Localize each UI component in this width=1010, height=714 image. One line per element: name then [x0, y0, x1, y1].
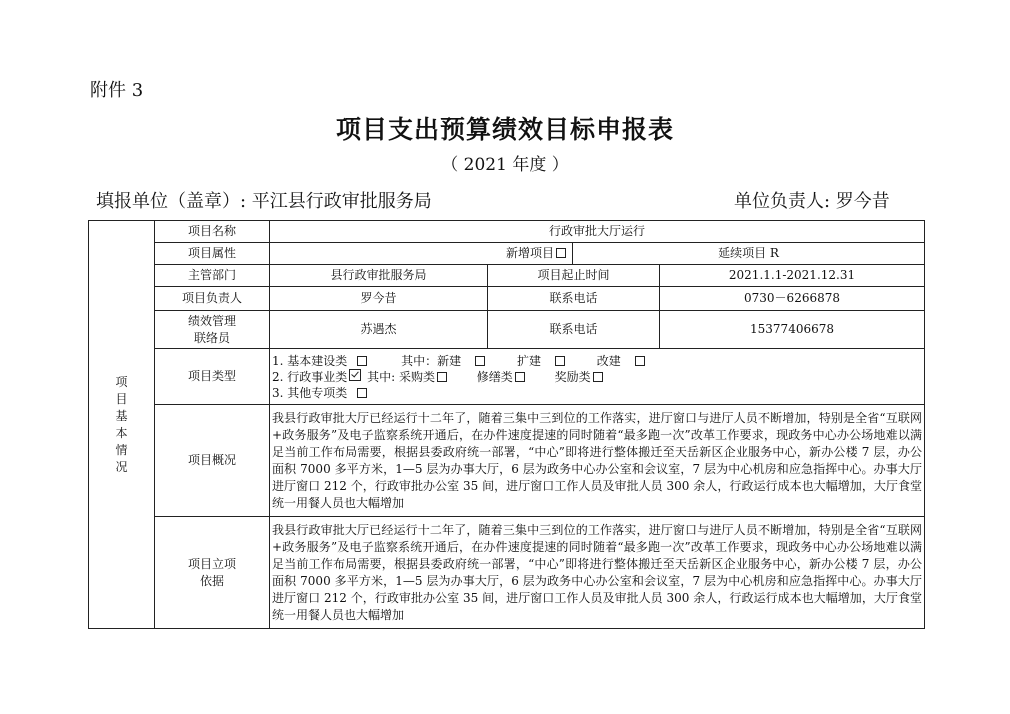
- budget-form-table: [88, 220, 925, 629]
- checkbox-icon[interactable]: [357, 356, 367, 366]
- label-contact-line2: 联络员: [193, 330, 230, 345]
- row-department: [89, 265, 925, 287]
- new-item-label: 新增项目: [505, 246, 554, 260]
- type-basic-construction: 1. 基本建设类: [272, 353, 348, 368]
- label-basis-line2: 依据: [199, 573, 224, 588]
- label-basis-line1: 项目立项: [187, 556, 236, 571]
- row-contact: [89, 311, 925, 349]
- label-contact-phone: 联系电话: [488, 311, 660, 349]
- type-option-rebuild: 改建: [596, 353, 621, 368]
- checkbox-icon[interactable]: [556, 248, 566, 258]
- value-manager: 罗今昔: [270, 287, 488, 311]
- value-contact: 苏遇杰: [270, 311, 488, 349]
- row-basis: [89, 517, 925, 629]
- value-period: 2021.1.1-2021.12.31: [660, 265, 925, 287]
- section-char: 目: [115, 391, 128, 406]
- row-project-name: [89, 221, 925, 243]
- checkbox-icon[interactable]: [437, 372, 447, 382]
- option-continue-item[interactable]: [573, 243, 925, 265]
- checkbox-icon[interactable]: [357, 388, 367, 398]
- label-manager-phone: 联系电话: [488, 287, 660, 311]
- checkbox-icon[interactable]: [555, 356, 565, 366]
- section-char: 基: [115, 408, 128, 423]
- label-project-attribute: 项目属性: [155, 243, 270, 265]
- type-administrative: 2. 行政事业类: [272, 369, 348, 384]
- label-contact-line1: 绩效管理: [187, 313, 236, 328]
- label-manager: 项目负责人: [155, 287, 270, 311]
- value-basis: 我县行政审批大厅已经运行十二年了，随着三集中三到位的工作落实，进厅窗口与进厅人员不断增加，特别是全省“互联网+政务服务”及电子监察系统开通后，在办件速度提速的同时随着“最多跑一次”改革工作要求，现政务中心办公场地难以满足当前工作布局需要，根据县委政府统一部署，“中心”即将进行整体搬迁至天岳新区企业服务中心，新办公楼 7 层，办公面积 7000 多平方米，1—5 层为办事大厅，6 层为政务中心办公室和会议室，7 层为中心机房和应急指挥中心。办事大厅进厅窗口 212 个，行政审批办公室 35 间，进厅窗口工作人员及审批人员 300 余人，行政运行成本也大幅增加，大厅食堂统一用餐人员也大幅增加: [270, 517, 925, 629]
- value-overview: 我县行政审批大厅已经运行十二年了，随着三集中三到位的工作落实，进厅窗口与进厅人员不断增加，特别是全省“互联网+政务服务”及电子监察系统开通后，在办件速度提速的同时随着“最多跑一次”改革工作要求，现政务中心办公场地难以满足当前工作布局需要，根据县委政府统一部署，“中心”即将进行整体搬迁至天岳新区企业服务中心，新办公楼 7 层，办公面积 7000 多平方米，1—5 层为办事大厅，6 层为政务中心办公室和会议室，7 层为中心机房和应急指挥中心。办事大厅进厅窗口 212 个，行政审批办公室 35 间，进厅窗口工作人员及审批人员 300 余人，行政运行成本也大幅增加，大厅食堂统一用餐人员也大幅增加: [270, 405, 925, 517]
- value-contact-phone: 15377406678: [660, 311, 925, 349]
- row-overview: [89, 405, 925, 517]
- type-line-3: [272, 385, 922, 401]
- value-manager-phone: 0730－6266878: [660, 287, 925, 311]
- label-basis: [155, 517, 270, 629]
- section-char: 项: [115, 374, 128, 389]
- reporting-unit: 填报单位（盖章）: 平江县行政审批服务局: [96, 191, 432, 212]
- checkbox-icon[interactable]: [515, 372, 525, 382]
- year-label: （ 2021 年度 ）: [441, 155, 569, 175]
- option-new-item[interactable]: [270, 243, 573, 265]
- checked-checkbox-icon[interactable]: [349, 369, 361, 381]
- attachment-label: 附件 3: [90, 80, 144, 101]
- type-other: 3. 其他专项类: [272, 385, 348, 400]
- type-option-reward: 奖励类: [554, 369, 591, 384]
- section-char: 况: [115, 459, 128, 474]
- row-manager: [89, 287, 925, 311]
- value-department: 县行政审批服务局: [270, 265, 488, 287]
- label-period: 项目起止时间: [488, 265, 660, 287]
- continue-item-label: 延续项目 R: [718, 246, 779, 260]
- type-option-expand: 扩建: [516, 353, 541, 368]
- checkbox-icon[interactable]: [475, 356, 485, 366]
- unit-leader: 单位负责人: 罗今昔: [734, 191, 890, 212]
- page-title: 项目支出预算绩效目标申报表: [335, 115, 674, 144]
- label-project-type: 项目类型: [155, 349, 270, 405]
- label-department: 主管部门: [155, 265, 270, 287]
- row-project-type: [89, 349, 925, 405]
- label-contact: [155, 311, 270, 349]
- section-basic-info: [89, 221, 155, 629]
- checkbox-icon[interactable]: [635, 356, 645, 366]
- label-overview: 项目概况: [155, 405, 270, 517]
- type-sub-label: 其中：新建: [401, 353, 462, 368]
- type-sub-label: 其中: 采购类: [367, 369, 435, 384]
- row-project-attribute: [89, 243, 925, 265]
- section-char: 本: [115, 425, 128, 440]
- type-line-1: [272, 353, 922, 369]
- type-option-repair: 修缮类: [476, 369, 513, 384]
- value-project-name: 行政审批大厅运行: [270, 221, 925, 243]
- section-char: 情: [115, 442, 128, 457]
- label-project-name: 项目名称: [155, 221, 270, 243]
- project-type-options: [270, 349, 925, 405]
- checkbox-icon[interactable]: [593, 372, 603, 382]
- type-line-2: [272, 369, 922, 385]
